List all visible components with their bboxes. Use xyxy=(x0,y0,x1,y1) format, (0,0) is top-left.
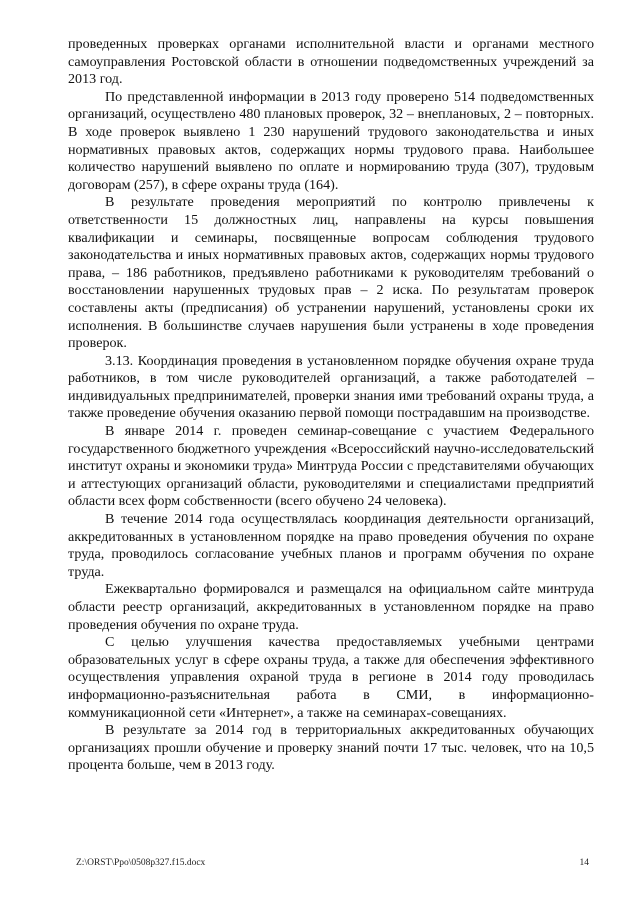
page-number: 14 xyxy=(579,858,589,868)
document-body xyxy=(68,36,594,775)
section-3-13-heading: 3.13. Координация проведения в установленном порядке обучения охране труда работников, в том числе руководителей организаций, а также работодателей – индивидуальных предпринимателей, проверки знания ими требований охраны труда, а также проведение обучения оказанию первой помощи пострадавшим на производстве. xyxy=(68,352,594,422)
paragraph-coordination: В течение 2014 года осуществлялась координация деятельности организаций, аккредитованных в установленном порядке на право проведения обучения по охране труда, проводилось согласование учебных планов и программ обучения по охране труда. xyxy=(68,511,594,580)
paragraph-control-measures: В результате проведения мероприятий по контролю привлечены к ответственности 15 должностных лиц, направлены на курсы повышения квалификации и семинары, посвященные вопросам соблюдения трудового законодательства и иных нормативных правовых актов, содержащих нормы трудового права, – 186 работников, предъявлено работниками к руководителям требований о восстановлении нарушенных трудовых прав – 2 иска. По результатам проверок составлены акты (предписания) об устранении нарушений, установлены сроки их исполнения. В большинстве случаев нарушения были устранены в ходе проведения проверок. xyxy=(68,194,594,352)
paragraph-training-results: В результате за 2014 год в территориальных аккредитованных обучающих организациях прошли обучение и проверку знаний почти 17 тыс. человек, что на 10,5 процента больше, чем в 2013 году. xyxy=(68,722,594,774)
paragraph-continuation: проведенных проверках органами исполнительной власти и органами местного самоуправления Ростовской области в отношении подведомственных учреждений за 2013 год. xyxy=(68,36,594,88)
footer-file-path: Z:\ORST\Ppo\0508p327.f15.docx xyxy=(76,858,206,868)
paragraph-registry: Ежеквартально формировался и размещался на официальном сайте минтруда области реестр организаций, аккредитованных в установленном порядке на право проведения обучения по охране труда. xyxy=(68,581,594,633)
paragraph-inspection-results: По представленной информации в 2013 году проверено 514 подведомственных организаций, осуществлено 480 плановых проверок, 32 – внеплановых, 2 – повторных. В ходе проверок выявлено 1 230 нарушений трудового законодательства и иных нормативных правовых актов, содержащих нормы трудового права. Наибольшее количество нарушений выявлено по оплате и нормированию труда (307), трудовым договорам (257), в сфере охраны труда (164). xyxy=(68,88,594,193)
paragraph-information-work: С целью улучшения качества предоставляемых учебными центрами образовательных услуг в сфере охраны труда, а также для обеспечения эффективного осуществления управления охраной труда в регионе в 2014 году проводилась информационно-разъяснительная работа в СМИ, в информационно-коммуникационной сети «Интернет», а также на семинарах-совещаниях. xyxy=(68,634,594,721)
paragraph-seminar: В январе 2014 г. проведен семинар-совещание с участием Федерального государственного бюджетного учреждения «Всероссийский научно-исследовательский институт охраны и экономики труда» Минтруда России с представителями обучающих и аттестующих организаций области, руководителями и специалистами предприятий области всех форм собственности (всего обучено 24 человека). xyxy=(68,423,594,510)
